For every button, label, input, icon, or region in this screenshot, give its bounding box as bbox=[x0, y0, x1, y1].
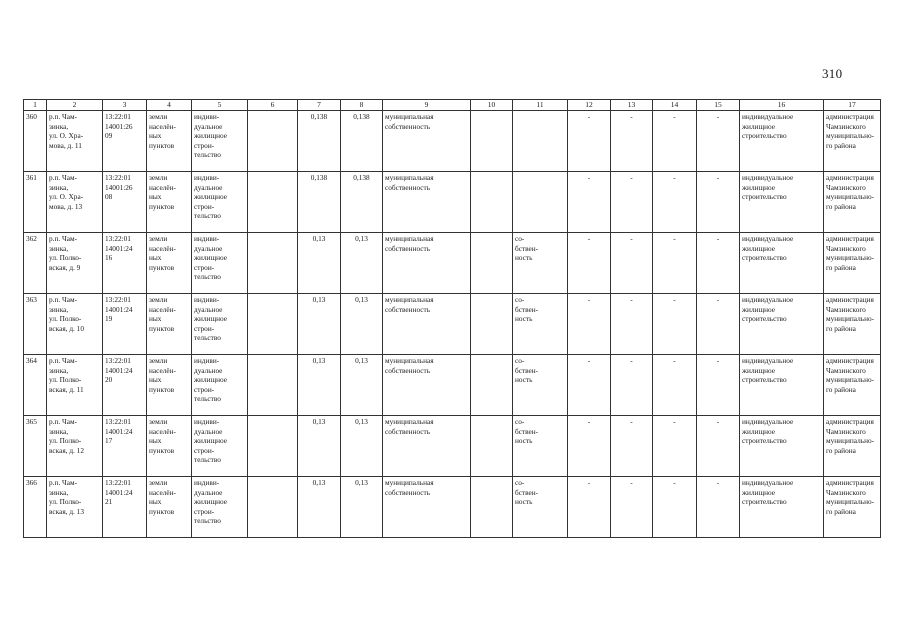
cadastral-number-cell: 13:22:01 14001:26 08 bbox=[103, 172, 147, 233]
area-cell: 0,138 bbox=[298, 111, 341, 172]
cadastral-number-cell: 13:22:01 14001:26 09 bbox=[103, 111, 147, 172]
ownership-cell: муниципальная собственность bbox=[383, 477, 471, 538]
right-type-cell: со- бствен- ность bbox=[513, 233, 568, 294]
column-header-11: 11 bbox=[513, 100, 568, 111]
column-10-cell bbox=[471, 294, 513, 355]
right-type-cell: со- бствен- ность bbox=[513, 294, 568, 355]
table-body bbox=[24, 111, 881, 538]
ownership-cell: муниципальная собственность bbox=[383, 355, 471, 416]
area-value-cell: 0,13 bbox=[341, 233, 383, 294]
column-14-cell: - bbox=[653, 111, 697, 172]
row-number-cell: 366 bbox=[24, 477, 47, 538]
registry-table bbox=[23, 99, 881, 538]
column-12-cell: - bbox=[568, 111, 611, 172]
table-row bbox=[24, 477, 881, 538]
column-header-2: 2 bbox=[47, 100, 103, 111]
column-12-cell: - bbox=[568, 477, 611, 538]
column-12-cell: - bbox=[568, 172, 611, 233]
column-13-cell: - bbox=[611, 355, 653, 416]
table-row bbox=[24, 111, 881, 172]
column-header-13: 13 bbox=[611, 100, 653, 111]
permitted-use-cell: индиви- дуальное жилищное строи- тельство bbox=[192, 477, 248, 538]
right-type-cell: со- бствен- ность bbox=[513, 416, 568, 477]
column-15-cell: - bbox=[697, 416, 740, 477]
permitted-use-cell: индиви- дуальное жилищное строи- тельство bbox=[192, 355, 248, 416]
column-6-cell bbox=[248, 294, 298, 355]
purpose-cell: индивидуальное жилищное строительство bbox=[740, 355, 824, 416]
address-cell: р.п. Чам- зинка, ул. Полко- вская, д. 11 bbox=[47, 355, 103, 416]
right-type-cell: со- бствен- ность bbox=[513, 477, 568, 538]
row-number-cell: 360 bbox=[24, 111, 47, 172]
area-cell: 0,13 bbox=[298, 294, 341, 355]
column-header-12: 12 bbox=[568, 100, 611, 111]
ownership-cell: муниципальная собственность bbox=[383, 172, 471, 233]
rights-holder-cell: администрация Чамзинского муниципально- го района bbox=[824, 233, 881, 294]
right-type-cell: со- бствен- ность bbox=[513, 355, 568, 416]
area-value-cell: 0,13 bbox=[341, 416, 383, 477]
table-row bbox=[24, 416, 881, 477]
land-category-cell: земли населён- ных пунктов bbox=[147, 294, 192, 355]
column-15-cell: - bbox=[697, 355, 740, 416]
column-13-cell: - bbox=[611, 477, 653, 538]
permitted-use-cell: индиви- дуальное жилищное строи- тельство bbox=[192, 111, 248, 172]
address-cell: р.п. Чам- зинка, ул. Полко- вская, д. 13 bbox=[47, 477, 103, 538]
area-value-cell: 0,138 bbox=[341, 172, 383, 233]
column-header-6: 6 bbox=[248, 100, 298, 111]
area-value-cell: 0,13 bbox=[341, 355, 383, 416]
column-6-cell bbox=[248, 355, 298, 416]
address-cell: р.п. Чам- зинка, ул. О. Хра- мова, д. 11 bbox=[47, 111, 103, 172]
rights-holder-cell: администрация Чамзинского муниципально- го района bbox=[824, 477, 881, 538]
rights-holder-cell: администрация Чамзинского муниципально- го района bbox=[824, 172, 881, 233]
column-6-cell bbox=[248, 416, 298, 477]
table-row bbox=[24, 294, 881, 355]
column-header-16: 16 bbox=[740, 100, 824, 111]
rights-holder-cell: администрация Чамзинского муниципально- го района bbox=[824, 111, 881, 172]
permitted-use-cell: индиви- дуальное жилищное строи- тельство bbox=[192, 294, 248, 355]
land-category-cell: земли населён- ных пунктов bbox=[147, 172, 192, 233]
purpose-cell: индивидуальное жилищное строительство bbox=[740, 172, 824, 233]
column-header-5: 5 bbox=[192, 100, 248, 111]
column-10-cell bbox=[471, 172, 513, 233]
land-category-cell: земли населён- ных пунктов bbox=[147, 477, 192, 538]
column-14-cell: - bbox=[653, 477, 697, 538]
right-type-cell bbox=[513, 172, 568, 233]
table-row bbox=[24, 355, 881, 416]
cadastral-number-cell: 13:22:01 14001:24 21 bbox=[103, 477, 147, 538]
column-header-8: 8 bbox=[341, 100, 383, 111]
cadastral-number-cell: 13:22:01 14001:24 20 bbox=[103, 355, 147, 416]
ownership-cell: муниципальная собственность bbox=[383, 294, 471, 355]
purpose-cell: индивидуальное жилищное строительство bbox=[740, 416, 824, 477]
column-13-cell: - bbox=[611, 172, 653, 233]
column-15-cell: - bbox=[697, 477, 740, 538]
cadastral-number-cell: 13:22:01 14001:24 16 bbox=[103, 233, 147, 294]
column-6-cell bbox=[248, 233, 298, 294]
ownership-cell: муниципальная собственность bbox=[383, 416, 471, 477]
page-number: 310 bbox=[822, 66, 843, 81]
area-cell: 0,13 bbox=[298, 416, 341, 477]
column-10-cell bbox=[471, 416, 513, 477]
address-cell: р.п. Чам- зинка, ул. Полко- вская, д. 10 bbox=[47, 294, 103, 355]
table-row bbox=[24, 172, 881, 233]
column-header-17: 17 bbox=[824, 100, 881, 111]
ownership-cell: муниципальная собственность bbox=[383, 111, 471, 172]
permitted-use-cell: индиви- дуальное жилищное строи- тельство bbox=[192, 233, 248, 294]
column-12-cell: - bbox=[568, 355, 611, 416]
column-14-cell: - bbox=[653, 416, 697, 477]
header-row bbox=[24, 100, 881, 111]
purpose-cell: индивидуальное жилищное строительство bbox=[740, 111, 824, 172]
column-12-cell: - bbox=[568, 416, 611, 477]
column-14-cell: - bbox=[653, 233, 697, 294]
area-cell: 0,13 bbox=[298, 355, 341, 416]
column-header-9: 9 bbox=[383, 100, 471, 111]
land-category-cell: земли населён- ных пунктов bbox=[147, 111, 192, 172]
row-number-cell: 365 bbox=[24, 416, 47, 477]
column-13-cell: - bbox=[611, 416, 653, 477]
address-cell: р.п. Чам- зинка, ул. Полко- вская, д. 9 bbox=[47, 233, 103, 294]
column-12-cell: - bbox=[568, 294, 611, 355]
column-10-cell bbox=[471, 355, 513, 416]
column-10-cell bbox=[471, 111, 513, 172]
address-cell: р.п. Чам- зинка, ул. Полко- вская, д. 12 bbox=[47, 416, 103, 477]
cadastral-number-cell: 13:22:01 14001:24 17 bbox=[103, 416, 147, 477]
column-10-cell bbox=[471, 477, 513, 538]
rights-holder-cell: администрация Чамзинского муниципально- го района bbox=[824, 294, 881, 355]
rights-holder-cell: администрация Чамзинского муниципально- го района bbox=[824, 416, 881, 477]
cadastral-number-cell: 13:22:01 14001:24 19 bbox=[103, 294, 147, 355]
permitted-use-cell: индиви- дуальное жилищное строи- тельство bbox=[192, 172, 248, 233]
row-number-cell: 363 bbox=[24, 294, 47, 355]
address-cell: р.п. Чам- зинка, ул. О. Хра- мова, д. 13 bbox=[47, 172, 103, 233]
purpose-cell: индивидуальное жилищное строительство bbox=[740, 294, 824, 355]
column-10-cell bbox=[471, 233, 513, 294]
area-value-cell: 0,13 bbox=[341, 477, 383, 538]
column-14-cell: - bbox=[653, 294, 697, 355]
area-value-cell: 0,13 bbox=[341, 294, 383, 355]
column-6-cell bbox=[248, 477, 298, 538]
area-cell: 0,13 bbox=[298, 477, 341, 538]
column-header-10: 10 bbox=[471, 100, 513, 111]
right-type-cell bbox=[513, 111, 568, 172]
column-13-cell: - bbox=[611, 294, 653, 355]
column-15-cell: - bbox=[697, 233, 740, 294]
column-14-cell: - bbox=[653, 172, 697, 233]
row-number-cell: 362 bbox=[24, 233, 47, 294]
column-header-1: 1 bbox=[24, 100, 47, 111]
column-13-cell: - bbox=[611, 111, 653, 172]
land-category-cell: земли населён- ных пунктов bbox=[147, 233, 192, 294]
column-15-cell: - bbox=[697, 111, 740, 172]
column-header-4: 4 bbox=[147, 100, 192, 111]
column-6-cell bbox=[248, 111, 298, 172]
row-number-cell: 361 bbox=[24, 172, 47, 233]
area-value-cell: 0,138 bbox=[341, 111, 383, 172]
column-header-15: 15 bbox=[697, 100, 740, 111]
column-12-cell: - bbox=[568, 233, 611, 294]
row-number-cell: 364 bbox=[24, 355, 47, 416]
column-13-cell: - bbox=[611, 233, 653, 294]
column-14-cell: - bbox=[653, 355, 697, 416]
column-header-7: 7 bbox=[298, 100, 341, 111]
column-header-14: 14 bbox=[653, 100, 697, 111]
column-6-cell bbox=[248, 172, 298, 233]
land-category-cell: земли населён- ных пунктов bbox=[147, 416, 192, 477]
purpose-cell: индивидуальное жилищное строительство bbox=[740, 477, 824, 538]
column-15-cell: - bbox=[697, 172, 740, 233]
column-15-cell: - bbox=[697, 294, 740, 355]
rights-holder-cell: администрация Чамзинского муниципально- го района bbox=[824, 355, 881, 416]
table-row bbox=[24, 233, 881, 294]
permitted-use-cell: индиви- дуальное жилищное строи- тельство bbox=[192, 416, 248, 477]
column-header-3: 3 bbox=[103, 100, 147, 111]
purpose-cell: индивидуальное жилищное строительство bbox=[740, 233, 824, 294]
area-cell: 0,138 bbox=[298, 172, 341, 233]
land-category-cell: земли населён- ных пунктов bbox=[147, 355, 192, 416]
ownership-cell: муниципальная собственность bbox=[383, 233, 471, 294]
area-cell: 0,13 bbox=[298, 233, 341, 294]
